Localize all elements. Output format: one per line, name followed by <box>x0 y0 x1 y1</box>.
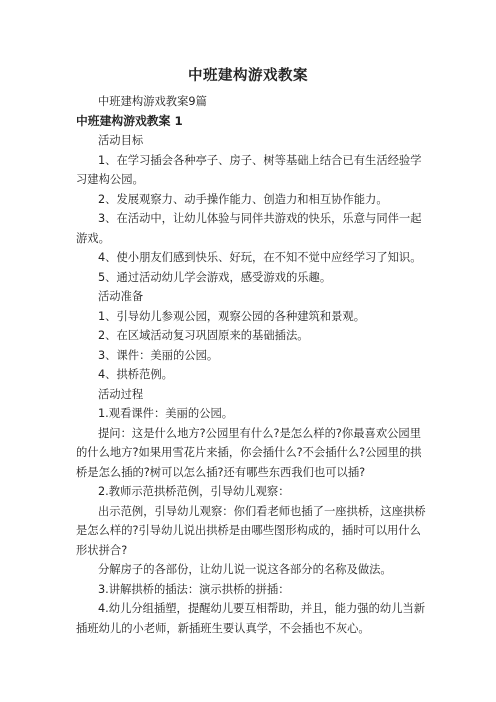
paragraph-goals-heading: 活动目标 <box>98 134 144 147</box>
doc-subtitle: 中班建构游戏教案9篇 <box>98 95 207 108</box>
paragraph-process-3: 3.讲解拱桥的插法：演示拱桥的拼插： <box>98 582 290 596</box>
section-heading: 中班建构游戏教案 1 <box>76 113 183 128</box>
paragraph-process-2: 2.教师示范拱桥范例，引导幼儿观察： <box>98 485 290 498</box>
document-body <box>76 92 426 638</box>
paragraph-decompose: 分解房子的各部份，让幼儿说一说这各部分的名称及做法。 <box>98 563 392 576</box>
paragraph-example: 出示范例，引导幼儿观察：你们看老师也插了一座拱桥，这座拱桥是怎么样的?引导幼儿说出拱桥是由哪些图形构成的，插时可以用什么形状拼合? <box>76 504 426 557</box>
paragraph-goal-1: 1、在学习插会各种亭子、房子、树等基础上结合已有生活经验学习建构公园。 <box>76 153 422 186</box>
paragraph-prep-4: 4、拱桥范例。 <box>98 368 173 381</box>
paragraph-prep-heading: 活动准备 <box>98 290 144 303</box>
paragraph-prep-3: 3、课件：美丽的公园。 <box>98 348 219 362</box>
paragraph-process-1: 1.观看课件：美丽的公园。 <box>98 407 234 420</box>
paragraph-process-heading: 活动过程 <box>98 387 144 401</box>
paragraph-goal-3: 3、在活动中，让幼儿体验与同伴共游戏的快乐，乐意与同伴一起游戏。 <box>76 212 422 245</box>
paragraph-process-4: 4.幼儿分组插塑，提醒幼儿要互相帮助，并且，能力强的幼儿当新插班幼儿的小老师，新插班生要认真学，不会插也不灰心。 <box>76 602 426 635</box>
paragraph-goal-5: 5、通过活动幼儿学会游戏，感受游戏的乐趣。 <box>98 270 332 284</box>
paragraph-goal-2: 2、发展观察力、动手操作能力、创造力和相互协作能力。 <box>98 192 388 206</box>
document-title: 中班建构游戏教案 <box>188 68 308 84</box>
paragraph-goal-4: 4、使小朋友们感到快乐、好玩，在不知不觉中应经学习了知识。 <box>98 251 422 264</box>
paragraph-questions: 提问：这是什么地方?公园里有什么?是怎么样的?你最喜欢公园里的什么地方?如果用雪花片来插，你会插什么?不会插什么?公园里的拱桥是怎么插的?树可以怎么插?还有哪些东西我们也可以插? <box>76 426 422 479</box>
paragraph-prep-2: 2、在区域活动复习巩固原来的基础插法。 <box>98 329 309 342</box>
paragraph-prep-1: 1、引导幼儿参观公园，观察公园的各种建筑和景观。 <box>98 309 366 323</box>
